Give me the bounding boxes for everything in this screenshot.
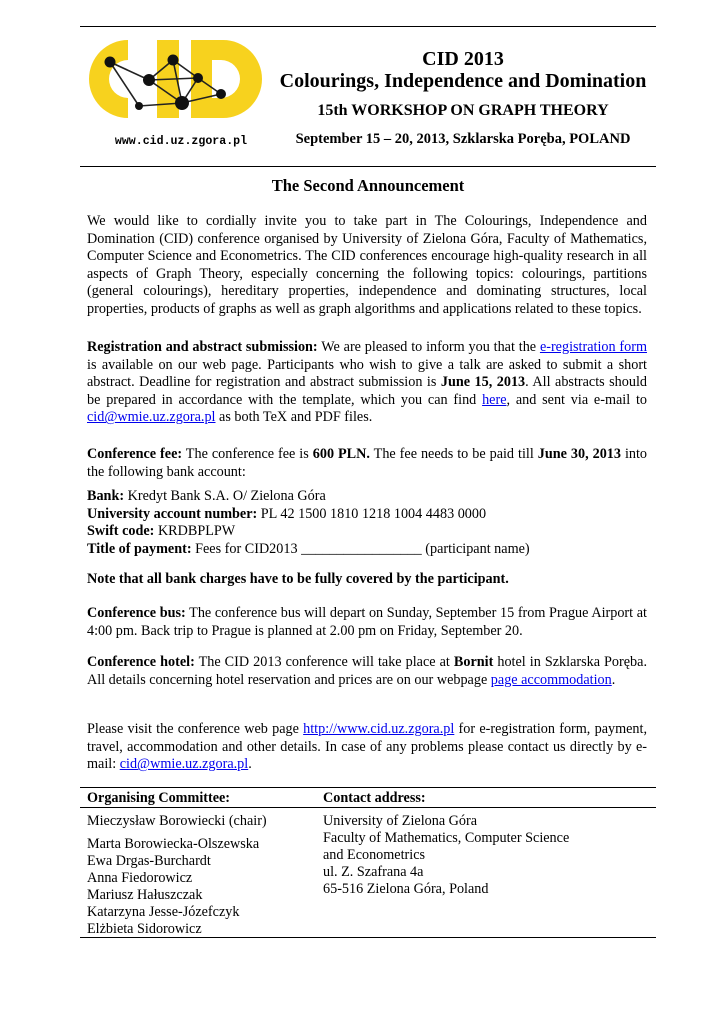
announcement-title: The Second Announcement: [271, 176, 465, 195]
template-link[interactable]: here: [482, 391, 507, 408]
committee-member: Anna Fiedorowicz: [87, 870, 193, 886]
committee-member: Katarzyna Jesse-Józefczyk: [87, 904, 240, 920]
hotel-text: .: [611, 671, 616, 688]
intro-paragraph: We would like to cordially invite you to take part in The Colourings, Independence and Domination (CID) conference organised by University of Zielona Góra, Faculty of Mathematics, Computer Science and Econometrics. The CID conferences encourage high-quality research in all aspects of Graph Theory, especially concerning the following topics: colourings, partitions (general colourings), hereditary properties, independence and dominating structures, local properties, products of graphs as well as graph algorithms and applications related to these topics.: [87, 213, 647, 317]
fee-label: Conference fee:: [87, 446, 183, 462]
bank-value: Kredyt Bank S.A. O/ Zielona Góra: [124, 488, 326, 504]
workshop-title: 15th WORKSHOP ON GRAPH THEORY: [317, 102, 609, 119]
hotel-text: The CID 2013 conference will take place at: [194, 654, 454, 670]
registration-email-link[interactable]: cid@wmie.uz.zgora.pl: [87, 409, 216, 426]
e-registration-link[interactable]: e-registration form: [539, 339, 647, 355]
contact-line: 65-516 Zielona Góra, Poland: [323, 881, 489, 897]
account-label: University account number:: [87, 505, 258, 522]
visit-text: .: [248, 756, 252, 773]
fee-text: The fee needs to be paid till: [369, 446, 538, 462]
header-url[interactable]: www.cid.uz.zgora.pl: [114, 135, 248, 148]
hotel-text: hotel in Szklarska Poręba. All details concerning hotel reservation and prices are on our webpage: [87, 654, 647, 688]
bus-label: Conference bus:: [87, 605, 186, 621]
website-link[interactable]: http://www.cid.uz.zgora.pl: [303, 721, 455, 737]
committee-member: Elżbieta Sidorowicz: [87, 921, 202, 937]
payment-title-label: Title of payment:: [87, 540, 192, 557]
fee-paragraph: [87, 446, 647, 481]
bank-details: [87, 488, 647, 558]
payment-title-line: [87, 541, 647, 559]
hotel-paragraph: [87, 654, 647, 689]
committee-member: Marta Borowiecka-Olszewska: [87, 836, 260, 852]
conference-dates: September 15 – 20, 2013, Szklarska Poręba, POLAND: [295, 131, 631, 147]
visit-paragraph: [87, 721, 647, 774]
table-header-rule: [80, 807, 656, 808]
fee-amount: 600 PLN.: [312, 446, 370, 462]
bank-charges-note: Note that all bank charges have to be fully covered by the participant.: [87, 571, 509, 587]
registration-text: . All abstracts should be prepared in accordance with the template, which you can find: [87, 374, 647, 408]
table-top-rule: [80, 787, 656, 788]
visit-text: for e-registration form, payment, travel, accommodation and other details. In case of any problems please contact us directly by e-mail:: [87, 721, 648, 773]
bus-text: The conference bus will depart on Sunday, September 15 from Prague Airport at 4:00 pm. Back trip to Prague is planned at 2.00 pm on Friday, September 20.: [87, 605, 647, 639]
fee-deadline: June 30, 2013: [537, 446, 621, 462]
committee-member: Ewa Drgas-Burchardt: [87, 853, 211, 869]
registration-deadline: June 15, 2013: [440, 374, 526, 391]
registration-label: Registration and abstract submission:: [87, 339, 318, 355]
contact-line: University of Zielona Góra: [323, 813, 478, 829]
committee-member: Mariusz Hałuszczak: [87, 887, 203, 903]
swift-label: Swift code:: [87, 523, 155, 540]
contact-email-link[interactable]: cid@wmie.uz.zgora.pl: [119, 756, 249, 773]
accommodation-link[interactable]: page accommodation: [490, 671, 612, 688]
contact-line: ul. Z. Szafrana 4a: [323, 864, 424, 880]
fee-text: The conference fee is: [182, 446, 313, 462]
contact-line: and Econometrics: [323, 847, 426, 863]
header-rule: [80, 166, 656, 167]
organising-committee: [87, 790, 312, 938]
table-bottom-rule: [80, 937, 656, 938]
conference-subtitle: Colourings, Independence and Domination: [279, 70, 647, 92]
visit-text: Please visit the conference web page: [87, 721, 304, 737]
bus-paragraph: [87, 605, 647, 640]
swift-line: [87, 523, 647, 541]
bank-line: [87, 488, 647, 506]
registration-text: as both TeX and PDF files.: [215, 409, 373, 426]
registration-text: We are pleased to inform you that the: [317, 339, 540, 355]
contact-line: Faculty of Mathematics, Computer Science: [323, 830, 570, 846]
fee-text: into the following bank account:: [87, 446, 648, 480]
registration-paragraph: [87, 339, 647, 427]
cid-logo: [88, 34, 268, 124]
bank-label: Bank:: [87, 488, 125, 504]
committee-heading: Organising Committee:: [87, 790, 231, 806]
committee-chair: Mieczysław Borowiecki (chair): [87, 813, 267, 829]
account-line: [87, 506, 647, 524]
contact-heading: Contact address:: [323, 790, 426, 806]
top-rule: [80, 26, 656, 27]
registration-text: is available on our web page. Participants who wish to give a talk are asked to submit a short abstract. Deadline for registration and abstract submission is: [87, 356, 647, 391]
registration-text: , and sent via e-mail to: [506, 391, 647, 408]
hotel-name: Bornit: [453, 654, 494, 670]
account-value: PL 42 1500 1810 1218 1004 4483 0000: [257, 505, 487, 522]
conference-title: CID 2013: [422, 48, 504, 70]
payment-title-value: Fees for CID2013 _________________ (participant name): [191, 540, 530, 557]
swift-value: KRDBPLPW: [154, 523, 236, 540]
hotel-label: Conference hotel:: [87, 654, 195, 670]
